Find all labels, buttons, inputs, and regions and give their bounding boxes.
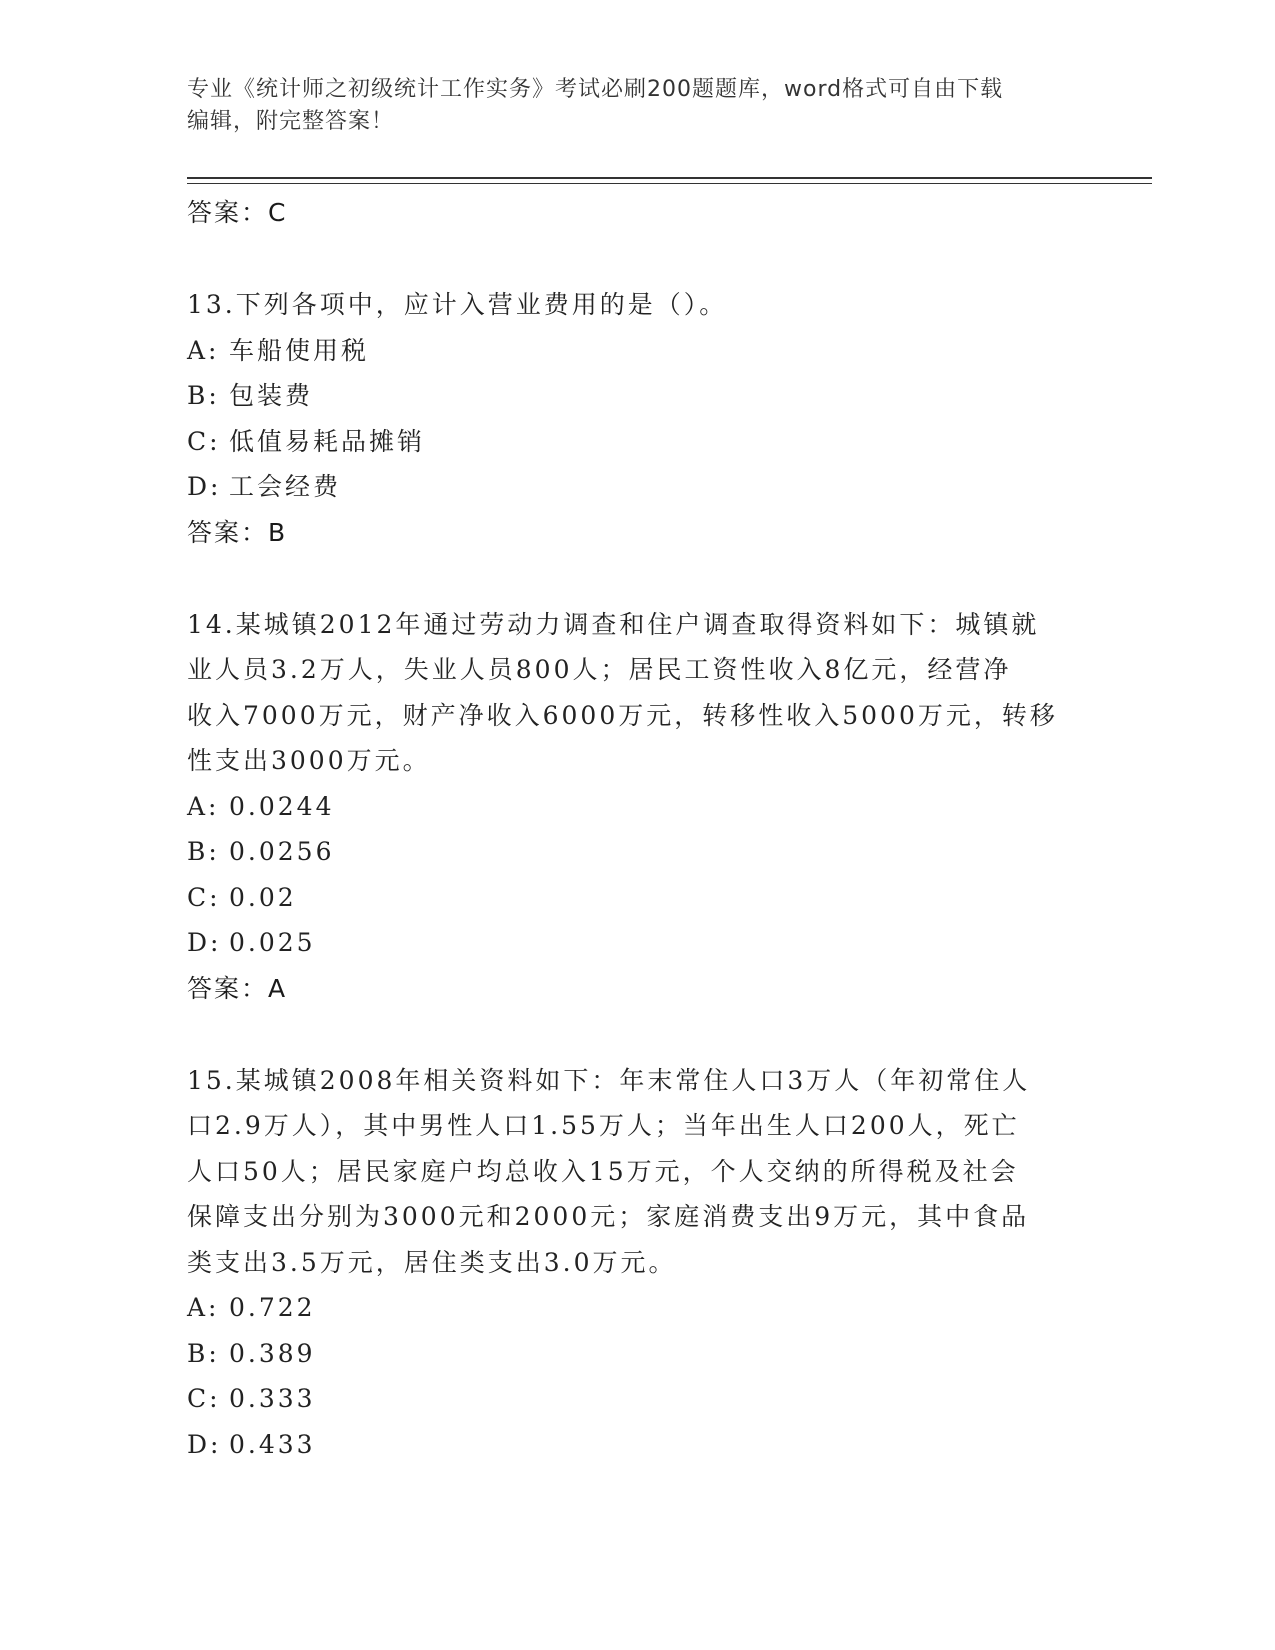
answer-previous: 答案：C: [187, 198, 288, 227]
page-header: [187, 74, 1067, 138]
question-stem: [187, 602, 1087, 784]
option-b: [187, 829, 1087, 875]
option-text: 车船使用税: [229, 335, 370, 365]
option-d: [187, 1422, 1087, 1468]
header-line-2: 编辑，附完整答案！: [187, 109, 395, 134]
option-text: 0.389: [229, 1338, 316, 1368]
option-key: D:: [187, 928, 222, 957]
option-text: 0.0256: [229, 837, 335, 866]
stem-line: 性支出3000万元。: [187, 746, 431, 775]
spacer: [187, 235, 1087, 282]
option-key: D:: [187, 1429, 222, 1459]
option-key: C:: [187, 882, 221, 912]
option-d: [187, 920, 1087, 966]
option-text: 工会经费: [229, 472, 342, 501]
header-divider-thick: [187, 177, 1152, 179]
option-key: A:: [187, 335, 220, 365]
stem-line: 口2.9万人），其中男性人口1.55万人；当年出生人口200人，死亡: [187, 1111, 1020, 1140]
question-13: [187, 282, 1087, 555]
option-key: D:: [187, 472, 222, 501]
option-key: A:: [187, 791, 220, 821]
option-a: [187, 328, 1087, 374]
option-c: [187, 875, 1087, 921]
option-key: C:: [187, 426, 221, 456]
option-key: B:: [187, 381, 220, 410]
option-text: 低值易耗品摊销: [229, 426, 426, 456]
stem-line: 收入7000万元，财产净收入6000万元，转移性收入5000万元，转移: [187, 700, 1058, 730]
spacer: [187, 555, 1087, 602]
answer-14: 答案：A: [187, 973, 288, 1003]
stem-line: 15.某城镇2008年相关资料如下：年末常住人口3万人（年初常住人: [187, 1065, 1031, 1095]
option-b: [187, 1331, 1087, 1377]
option-text: 0.433: [229, 1429, 316, 1459]
option-d: [187, 464, 1087, 510]
option-text: 0.0244: [229, 791, 335, 821]
header-line-1: 专业《统计师之初级统计工作实务》考试必刷200题题库，word格式可自由下载: [187, 77, 1004, 102]
stem-line: 保障支出分别为3000元和2000元；家庭消费支出9万元，其中食品: [187, 1202, 1030, 1231]
option-c: [187, 1376, 1087, 1422]
option-key: B:: [187, 837, 220, 866]
stem-line: 业人员3.2万人，失业人员800人；居民工资性收入8亿元，经营净: [187, 655, 1012, 684]
header-divider-thin: [187, 183, 1152, 184]
option-text: 0.333: [229, 1384, 316, 1413]
option-text: 0.025: [229, 928, 316, 957]
spacer: [187, 1011, 1087, 1058]
option-text: 0.02: [229, 882, 297, 912]
option-c: [187, 419, 1087, 465]
stem-line: 类支出3.5万元，居住类支出3.0万元。: [187, 1247, 677, 1277]
stem-line: 14.某城镇2012年通过劳动力调查和住户调查取得资料如下：城镇就: [187, 609, 1040, 639]
option-a: [187, 1285, 1087, 1331]
document-body: [187, 190, 1087, 1467]
question-stem: [187, 1058, 1087, 1286]
option-key: A:: [187, 1293, 220, 1322]
option-text: 0.722: [229, 1293, 316, 1322]
answer-13: 答案：B: [187, 517, 288, 547]
stem-line: 人口50人；居民家庭户均总收入15万元，个人交纳的所得税及社会: [187, 1156, 1019, 1186]
option-b: [187, 373, 1087, 419]
option-key: C:: [187, 1384, 221, 1413]
question-stem: 13.下列各项中，应计入营业费用的是（）。: [187, 290, 728, 319]
option-text: 包装费: [229, 381, 314, 410]
question-14: [187, 602, 1087, 1011]
option-a: [187, 784, 1087, 830]
question-15: [187, 1058, 1087, 1468]
option-key: B:: [187, 1338, 220, 1368]
